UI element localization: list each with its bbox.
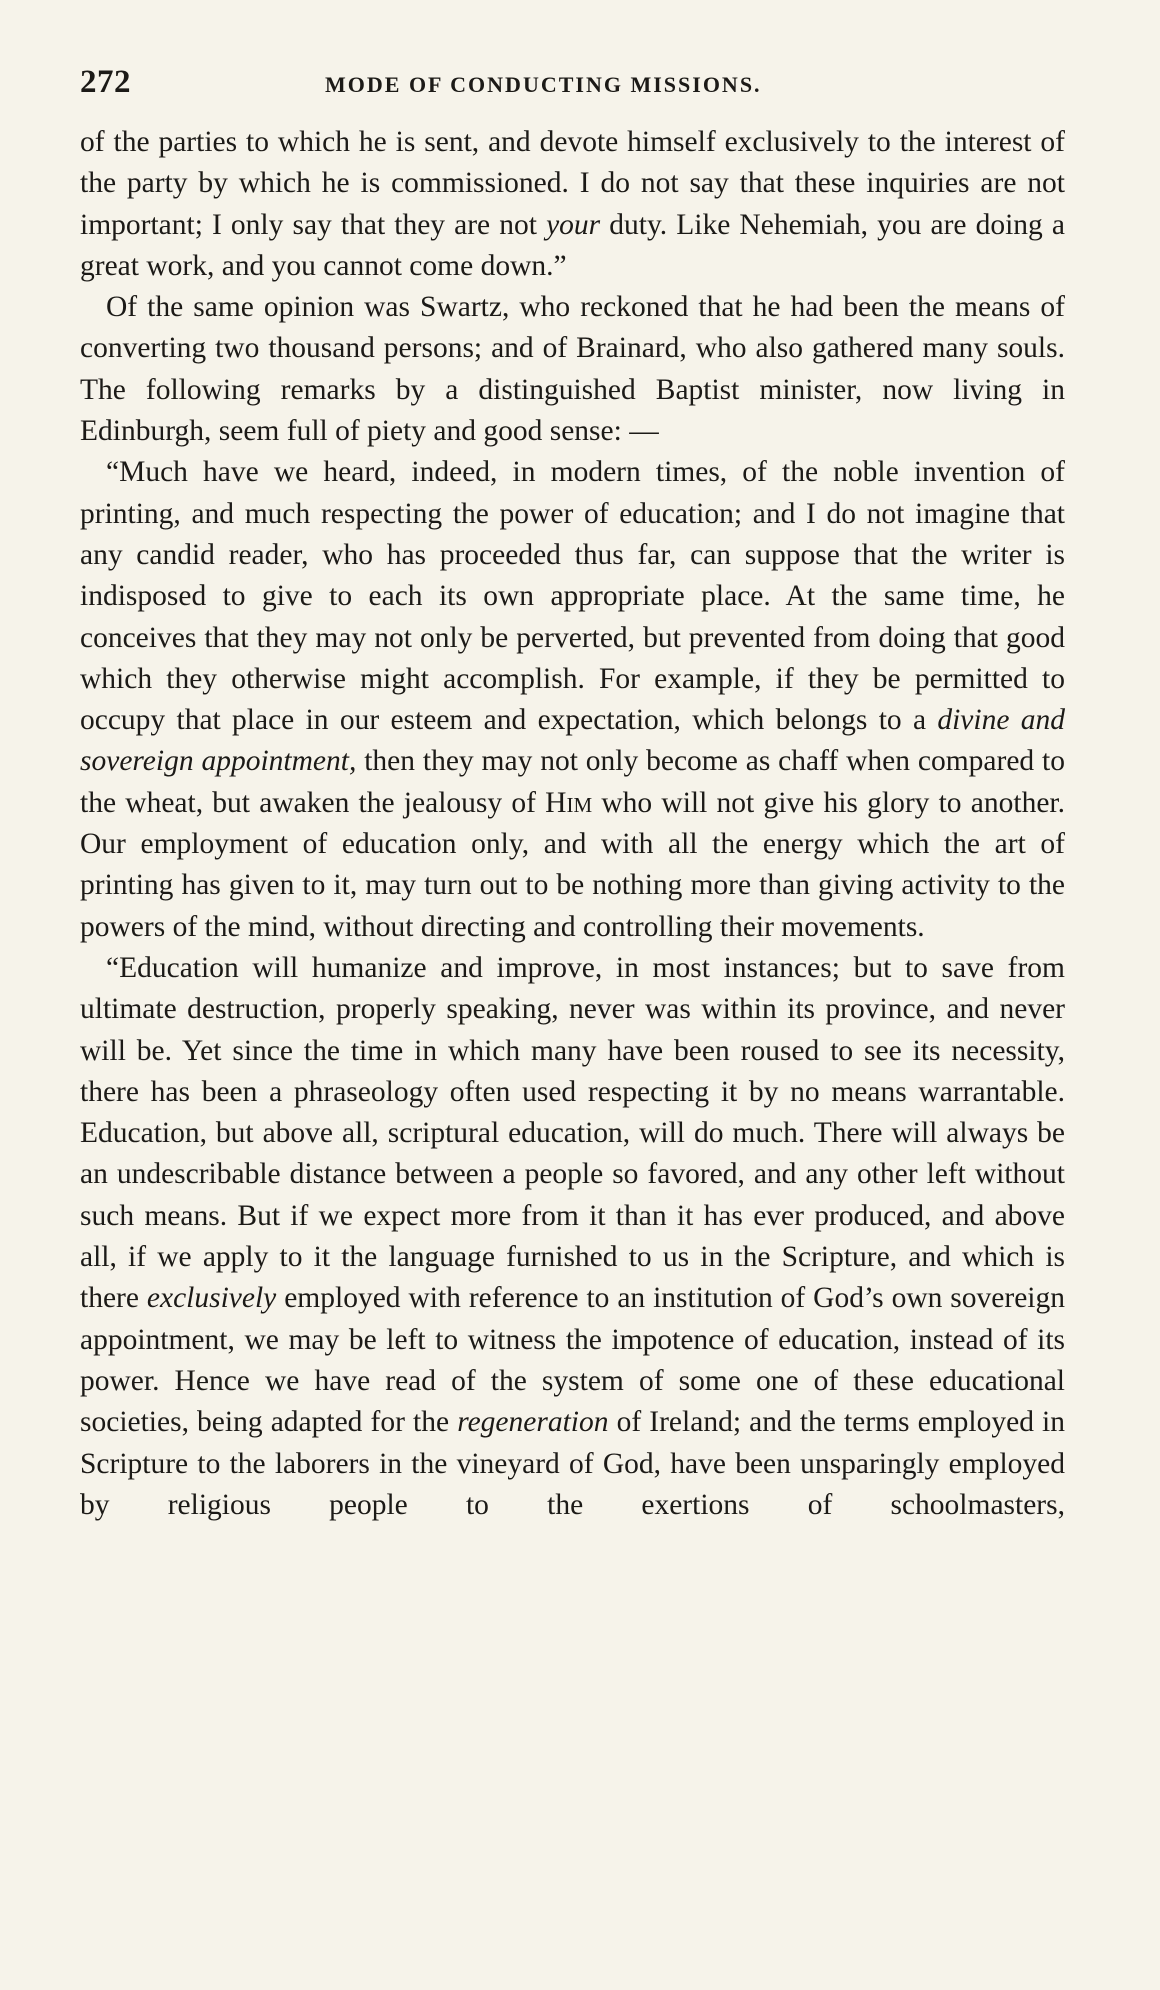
running-title: MODE OF CONDUCTING MISSIONS. xyxy=(325,72,762,97)
page-header xyxy=(80,64,1080,114)
text-run: duty. Like Nehemiah, you are doing a great work, and you cannot come down.” xyxy=(80,208,1065,282)
page-number: 272 xyxy=(80,64,131,100)
italic-text: your xyxy=(546,208,601,241)
paragraph xyxy=(80,948,1065,1526)
text-run: “Education will humanize and improve, in most instances; but to save from ultimate destruction, properly speaking, never was within its province, and never will be. Yet since the time in which many have been roused to see its necessity, there has been a phraseology often used respecting it by no means warrantable. Education, but above all, scriptural education, will do much. There will always be an undescribable distance between a people so favored, and any other left without such means. But if we expect more from it than it has ever produced, and above all, if we apply to it the language furnished to us in the Scripture, and which is there xyxy=(80,951,1065,1315)
text-run: of Ireland; and the terms employed in Scripture to the laborers in the vineyard of God, have been unsparingly employed by religious people to the exertions of schoolmasters, xyxy=(80,1406,1065,1521)
small-caps-text: Him xyxy=(545,786,593,819)
paragraph xyxy=(80,287,1065,452)
paragraph xyxy=(80,452,1065,948)
text-run: “Much have we heard, indeed, in modern times, of the noble invention of printing, and much respecting the power of education; and I do not imagine that any candid reader, who has proceeded thus far, can suppose that the writer is indisposed to give to each its own appropriate place. At the same time, he conceives that they may not only be perverted, but prevented from doing that good which they otherwise might accomplish. For example, if they be permitted to occupy that place in our esteem and expectation, which belongs to a xyxy=(80,456,1065,737)
italic-text: divine and sovereign appointment, xyxy=(80,704,1065,778)
text-run: employed with reference to an institution of God’s own sovereign appointment, we may be left to witness the impotence of education, instead of its power. Hence we have read of the system of some one of these educational societies, being adapted for the xyxy=(80,1282,1065,1439)
paragraph xyxy=(80,122,1065,287)
italic-text: regeneration xyxy=(457,1406,609,1439)
text-run: Of the same opinion was Swartz, who reckoned that he had been the means of converting two thousand persons; and of Brainard, who also gathered many souls. The following remarks by a distinguished Baptist minister, now living in Edinburgh, seem full of piety and good sense: — xyxy=(80,291,1065,448)
text-run: who will not give his glory to another. Our employment of education only, and with all the energy which the art of printing has given to it, may turn out to be nothing more than giving activity to the powers of the mind, without directing and controlling their movements. xyxy=(80,786,1065,943)
body-text xyxy=(80,122,1065,1526)
text-run: of the parties to which he is sent, and devote himself exclusively to the interest of the party by which he is commissioned. I do not say that these inquiries are not important; I only say that they are not xyxy=(80,126,1065,241)
text-run: then they may not only become as chaff when compared to the wheat, but awaken the jealousy of xyxy=(80,745,1066,819)
italic-text: exclusively xyxy=(146,1282,277,1315)
